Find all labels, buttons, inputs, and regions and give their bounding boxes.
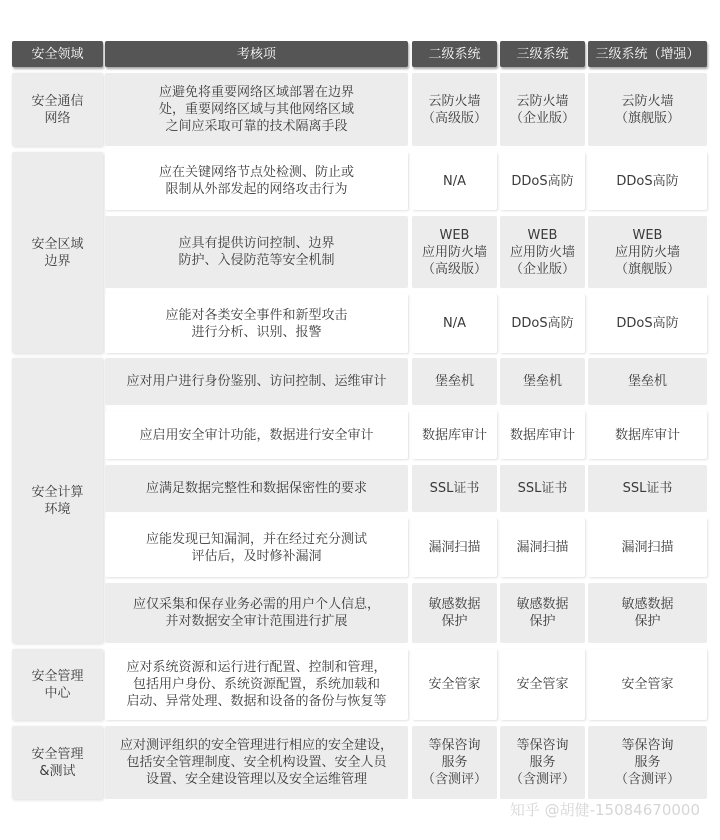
header-level3-enhanced: 三级系统（增强） bbox=[588, 41, 707, 67]
row-level3plus: DDoS高防 bbox=[588, 152, 707, 210]
domain-mgmt-center: 安全管理 中心 bbox=[12, 649, 103, 720]
row-level3plus: WEB 应用防火墙 （旗舰版） bbox=[588, 216, 707, 288]
row-item: 应能发现已知漏洞，并在经过充分测试 评估后，及时修补漏洞 bbox=[105, 518, 408, 577]
row-item: 应对系统资源和运行进行配置、控制和管理， 包括用户身份、系统资源配置，系统加载和 启动、异常处理、数据和设备的备份与恢复等 bbox=[105, 649, 408, 720]
row-level2: 敏感数据 保护 bbox=[412, 583, 497, 643]
row-level2: 数据库审计 bbox=[412, 411, 497, 459]
header-level3: 三级系统 bbox=[500, 41, 585, 67]
row-level2: N/A bbox=[412, 152, 497, 210]
row-level2: WEB 应用防火墙 （高级版） bbox=[412, 216, 497, 288]
row-level3: 漏洞扫描 bbox=[500, 518, 585, 577]
row-level3plus: 云防火墙 （旗舰版） bbox=[588, 73, 707, 146]
row-item: 应避免将重要网络区域部署在边界 处，重要网络区域与其他网络区域 之间应采取可靠的技术隔离手段 bbox=[105, 73, 408, 146]
row-item: 应具有提供访问控制、边界 防护、入侵防范等安全机制 bbox=[105, 216, 408, 288]
header-level2: 二级系统 bbox=[412, 41, 497, 67]
row-level3plus: 漏洞扫描 bbox=[588, 518, 707, 577]
row-level3: 等保咨询 服务 （含测评） bbox=[500, 726, 585, 799]
header-item: 考核项 bbox=[105, 41, 408, 67]
row-level2: N/A bbox=[412, 294, 497, 353]
row-level3: 安全管家 bbox=[500, 649, 585, 720]
row-level3: SSL证书 bbox=[500, 465, 585, 512]
row-item: 应能对各类安全事件和新型攻击 进行分析、识别、报警 bbox=[105, 294, 408, 353]
row-level3plus: 安全管家 bbox=[588, 649, 707, 720]
zhihu-watermark: 知乎 @胡健-15084670000 bbox=[509, 801, 700, 819]
row-level3: DDoS高防 bbox=[500, 152, 585, 210]
row-level2: 安全管家 bbox=[412, 649, 497, 720]
row-item: 应仅采集和保存业务必需的用户个人信息， 并对数据安全审计范围进行扩展 bbox=[105, 583, 408, 643]
row-level3: 堡垒机 bbox=[500, 358, 585, 405]
row-level3plus: 堡垒机 bbox=[588, 358, 707, 405]
row-level3: 敏感数据 保护 bbox=[500, 583, 585, 643]
row-level3plus: DDoS高防 bbox=[588, 294, 707, 353]
row-level3: DDoS高防 bbox=[500, 294, 585, 353]
row-level2: SSL证书 bbox=[412, 465, 497, 512]
row-level2: 等保咨询 服务 （含测评） bbox=[412, 726, 497, 799]
row-level2: 云防火墙 （高级版） bbox=[412, 73, 497, 146]
row-level3plus: SSL证书 bbox=[588, 465, 707, 512]
row-level3plus: 数据库审计 bbox=[588, 411, 707, 459]
domain-mgmt-test: 安全管理 &测试 bbox=[12, 726, 103, 799]
domain-area-boundary: 安全区域 边界 bbox=[12, 152, 103, 353]
row-level2: 漏洞扫描 bbox=[412, 518, 497, 577]
row-level3: 数据库审计 bbox=[500, 411, 585, 459]
row-item: 应对测评组织的安全管理进行相应的安全建设， 包括安全管理制度、安全机构设置、安全人员 设置、安全建设管理以及安全运维管理 bbox=[105, 726, 408, 799]
row-level3: 云防火墙 （企业版） bbox=[500, 73, 585, 146]
row-level3plus: 等保咨询 服务 （含测评） bbox=[588, 726, 707, 799]
row-level2: 堡垒机 bbox=[412, 358, 497, 405]
row-item: 应启用安全审计功能，数据进行安全审计 bbox=[105, 411, 408, 459]
domain-compute-env: 安全计算 环境 bbox=[12, 358, 103, 643]
header-domain: 安全领域 bbox=[12, 41, 103, 67]
row-item: 应满足数据完整性和数据保密性的要求 bbox=[105, 465, 408, 512]
row-level3: WEB 应用防火墙 （企业版） bbox=[500, 216, 585, 288]
domain-comm-network: 安全通信 网络 bbox=[12, 73, 103, 146]
row-level3plus: 敏感数据 保护 bbox=[588, 583, 707, 643]
row-item: 应对用户进行身份鉴别、访问控制、运维审计 bbox=[105, 358, 408, 405]
row-item: 应在关键网络节点处检测、防止或 限制从外部发起的网络攻击行为 bbox=[105, 152, 408, 210]
